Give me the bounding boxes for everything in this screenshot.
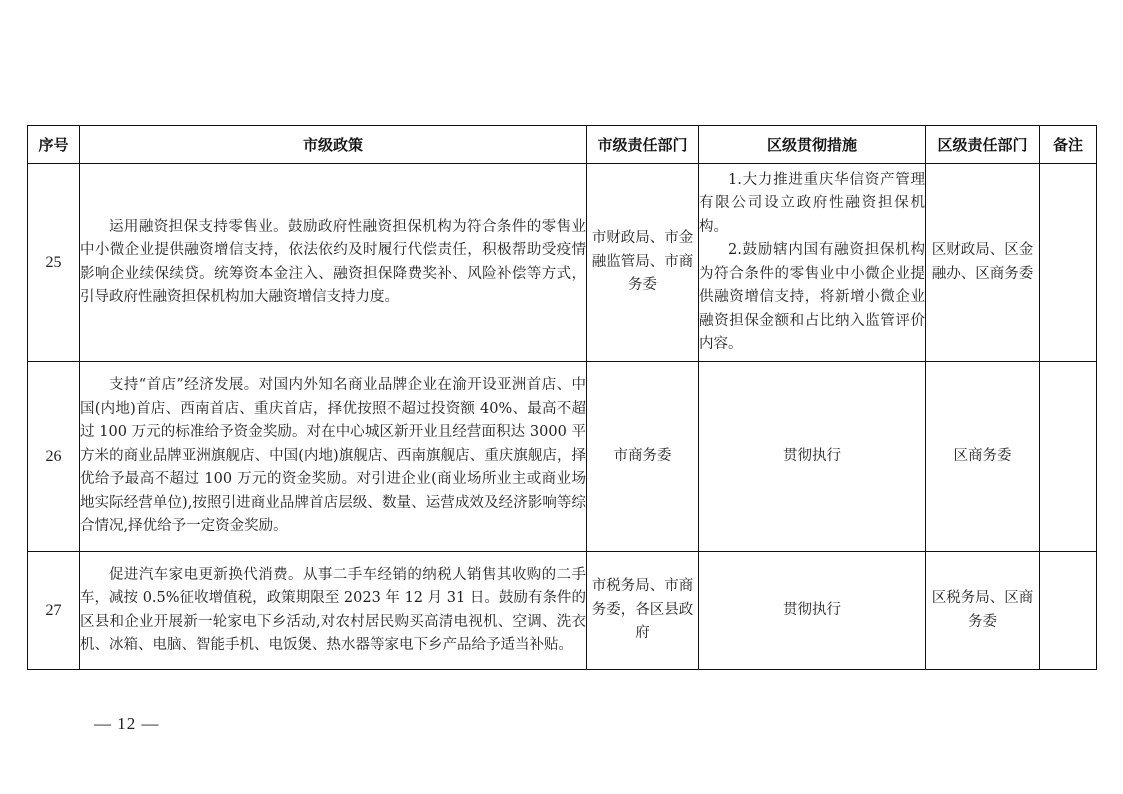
city-policy-cell [80, 362, 587, 552]
city-dept-cell: 市商务委 [587, 362, 699, 552]
remark-cell [1040, 164, 1097, 362]
city-policy-text: 支持“首店”经济发展。对国内外知名商业品牌企业在渝开设亚洲首店、中国(内地)首店、西南首店、重庆首店，择优按照不超过投资额 40%、最高不超过 100 万元的标准给予资金奖励。对在中心城区新开业且经营面积达 3000 平方米的商业品牌亚洲旗舰店、中国(内地)旗舰店、西南旗舰店、重庆旗舰店，择优给予最高不超过 100 万元的资金奖励。对引进企业(商业场所业主或商业场地实际经营单位),按照引进商业品牌首店层级、数量、运营成效及经济影响等综合情况,择优给予一定资金奖励。 [80, 377, 586, 535]
policy-table [27, 125, 1097, 670]
district-dept-cell: 区商务委 [926, 362, 1040, 552]
district-measure-item: 2.鼓励辖内国有融资担保机构为符合条件的零售业中小微企业提供融资增信支持，将新增小微企业融资担保金额和占比纳入监管评价内容。 [699, 242, 925, 352]
header-district-measures: 区级贯彻措施 [699, 126, 926, 164]
district-measures-cell: 贯彻执行 [699, 552, 926, 670]
row-number: 26 [28, 362, 80, 552]
header-district-dept: 区级责任部门 [926, 126, 1040, 164]
table-row [28, 164, 1097, 362]
district-dept-cell: 区财政局、区金融办、区商务委 [926, 164, 1040, 362]
table-row [28, 362, 1097, 552]
district-measure-item: 1.大力推进重庆华信资产管理有限公司设立政府性融资担保机构。 [699, 171, 925, 235]
header-city-dept: 市级责任部门 [587, 126, 699, 164]
city-policy-cell [80, 164, 587, 362]
district-measures-cell [699, 164, 926, 362]
table-row [28, 552, 1097, 670]
remark-cell [1040, 362, 1097, 552]
header-remark: 备注 [1040, 126, 1097, 164]
city-dept-cell: 市财政局、市金融监管局、市商务委 [587, 164, 699, 362]
row-number: 25 [28, 164, 80, 362]
city-policy-text: 促进汽车家电更新换代消费。从事二手车经销的纳税人销售其收购的二手车，减按 0.5%征收增值税，政策期限至 2023 年 12 月 31 日。鼓励有条件的区县和企业开展新一轮家电下乡活动,对农村居民购买高清电视机、空调、洗衣机、冰箱、电脑、智能手机、电饭煲、热水器等家电下乡产品给予适当补贴。 [80, 566, 586, 653]
city-dept-cell: 市税务局、市商务委，各区县政府 [587, 552, 699, 670]
table-header-row [28, 126, 1097, 164]
district-measures-cell: 贯彻执行 [699, 362, 926, 552]
remark-cell [1040, 552, 1097, 670]
row-number: 27 [28, 552, 80, 670]
page-number: — 12 — [94, 714, 160, 733]
header-city-policy: 市级政策 [80, 126, 587, 164]
city-policy-text: 运用融资担保支持零售业。鼓励政府性融资担保机构为符合条件的零售业中小微企业提供融资增信支持，依法依约及时履行代偿责任，积极帮助受疫情影响企业续保续贷。统筹资本金注入、融资担保降费奖补、风险补偿等方式，引导政府性融资担保机构加大融资增信支持力度。 [80, 218, 586, 305]
district-dept-cell: 区税务局、区商务委 [926, 552, 1040, 670]
city-policy-cell [80, 552, 587, 670]
header-seq: 序号 [28, 126, 80, 164]
